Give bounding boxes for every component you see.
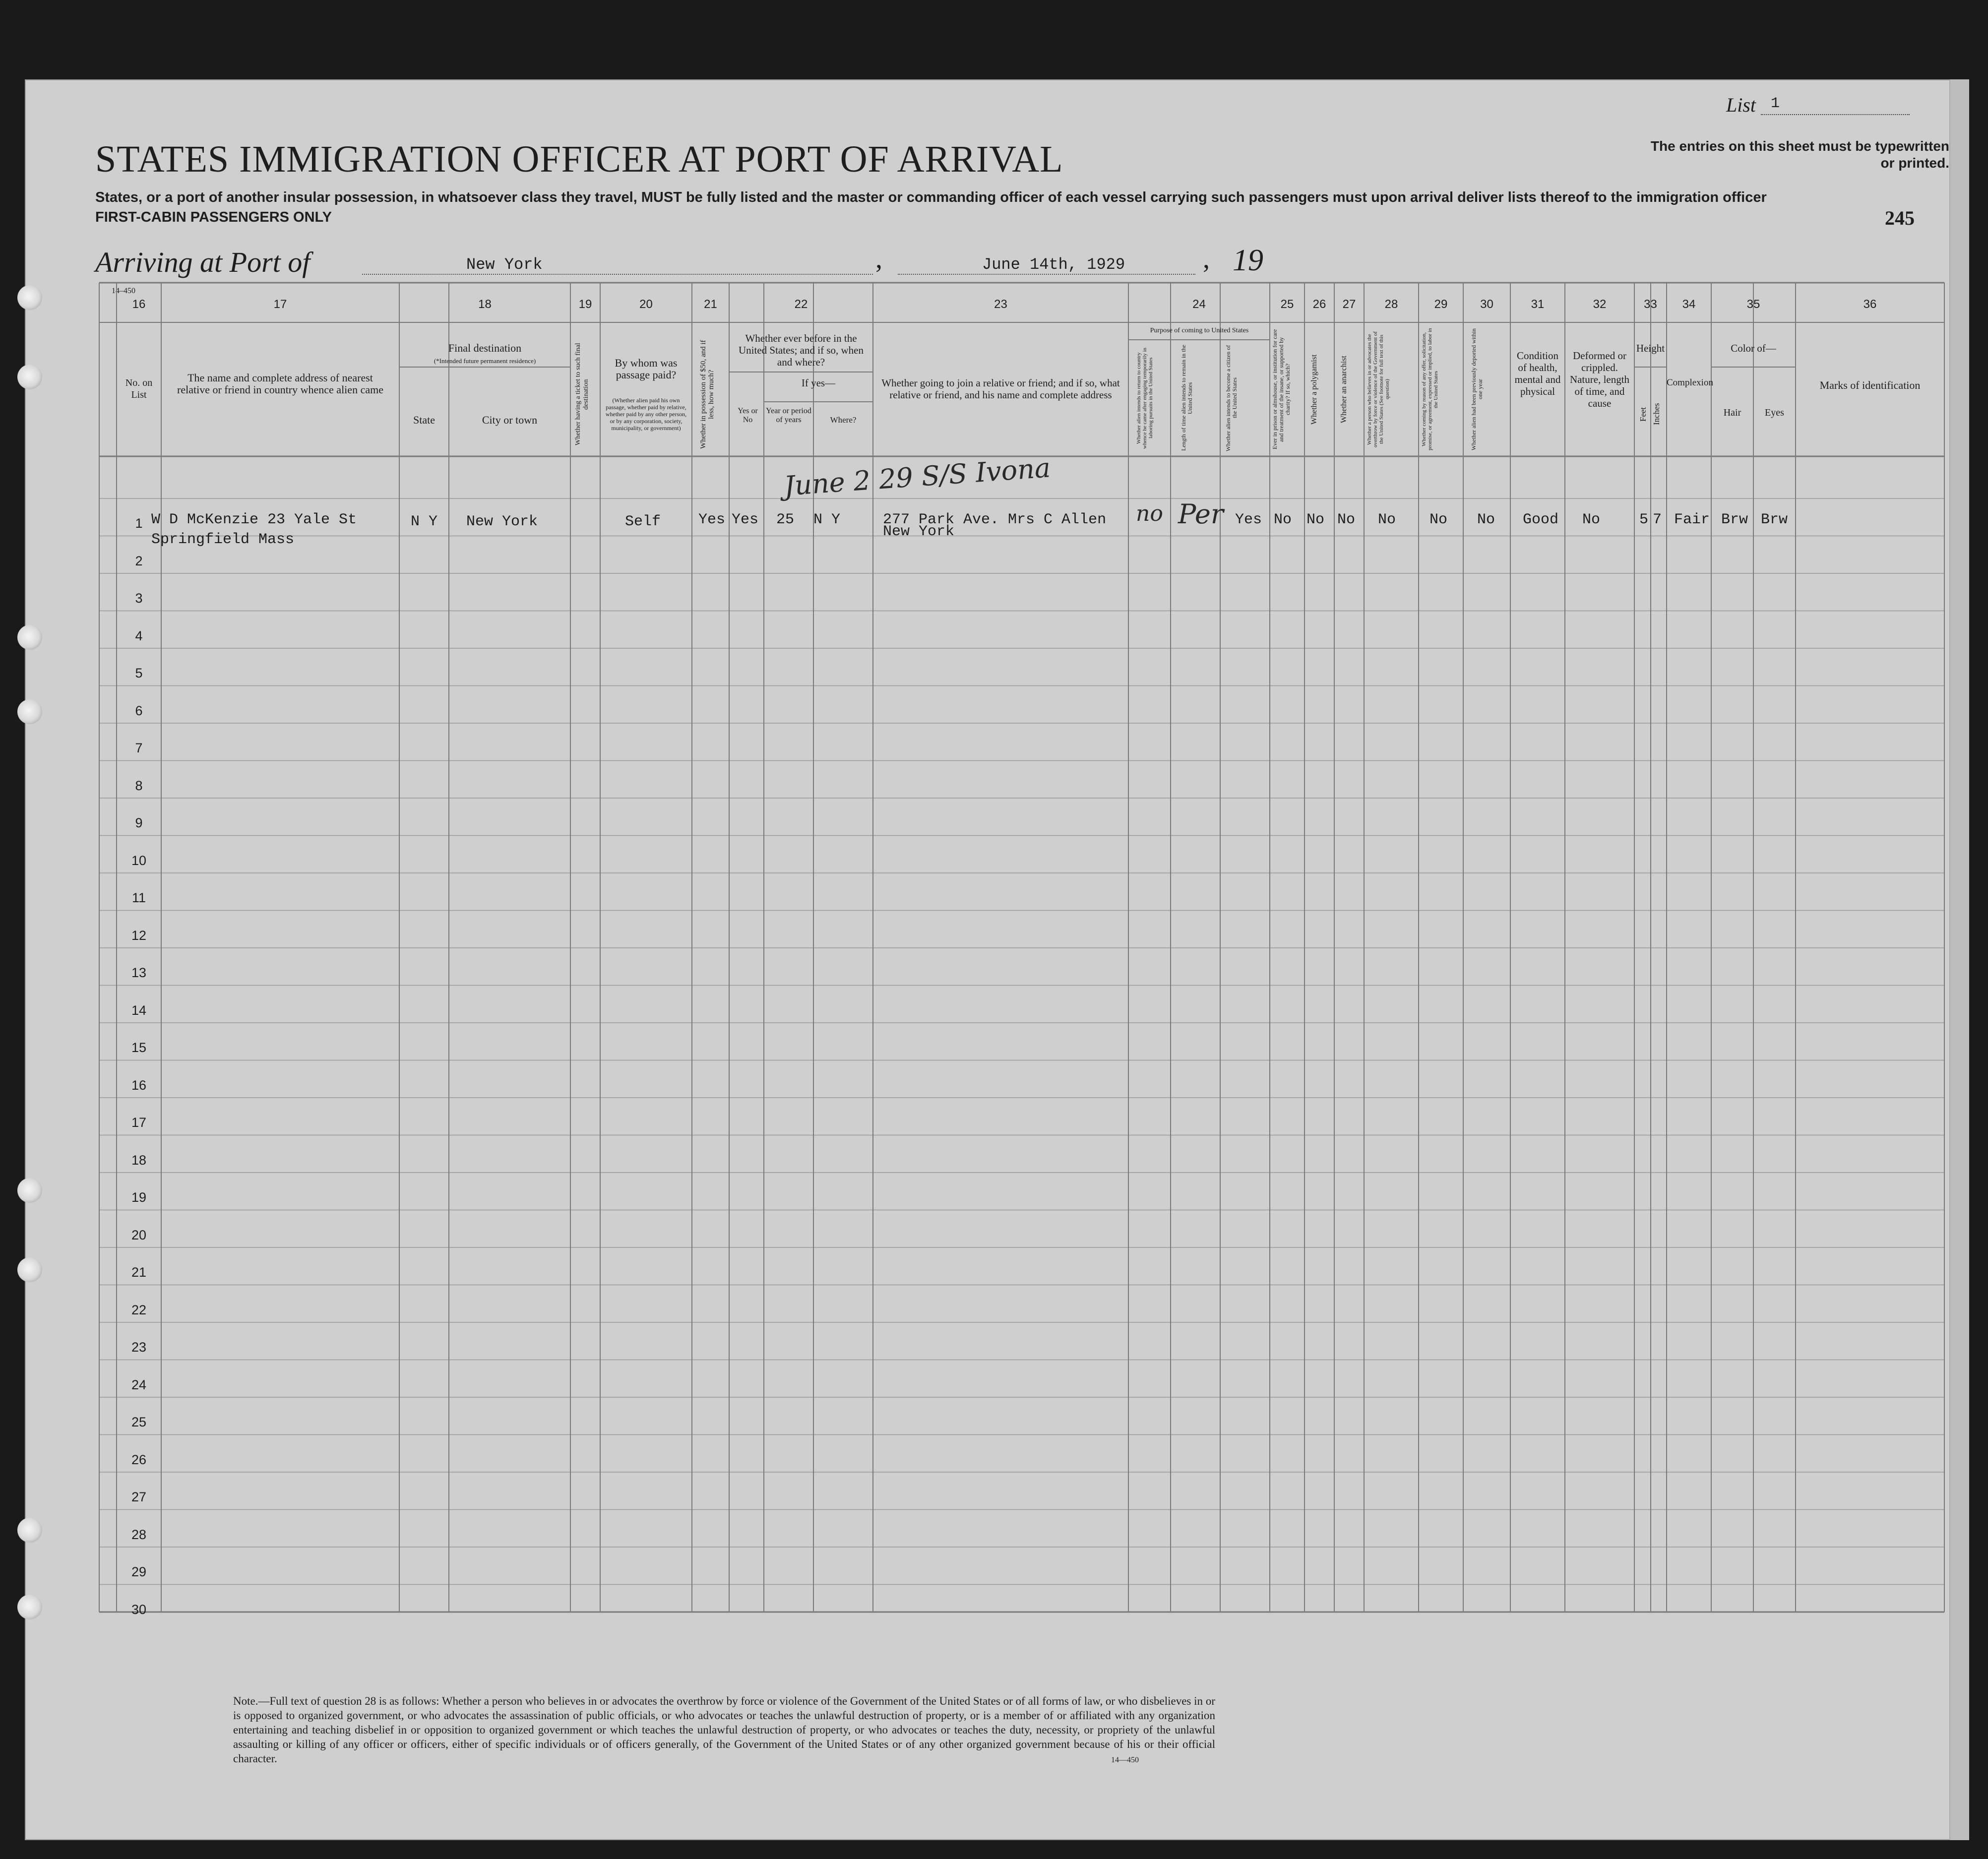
header-passage-paid-note: (Whether alien paid his own passage, whether paid by relative, whether paid by any other person, or by any corporation, society, municipality, or government): [605, 397, 687, 432]
header-if-yes: If yes—: [801, 377, 836, 389]
footnote-form-number: 14—450: [1111, 1756, 1139, 1764]
hair-color: Brw: [1721, 511, 1748, 528]
col-num-16: 16: [132, 298, 146, 311]
join-relative-line2: New York: [883, 523, 955, 540]
comma-mark: ,: [1203, 244, 1210, 274]
row-number: 16: [131, 1077, 147, 1093]
comma-mark: ,: [875, 244, 882, 274]
header-overthrow: Whether a person who believes in or advocates the overthrow by force or violence of the Government of the United States (See footnote for full text of this question): [1367, 331, 1390, 447]
row-number: 22: [131, 1302, 147, 1317]
page-subtitle: States, or a port of another insular possession, in whatsoever class they travel, MUST be fully listed and the master or commanding officer of each vessel carrying such passengers must upon arrival deliver lists thereof to the immigration officer: [95, 189, 1767, 205]
punch-hole: [17, 1178, 42, 1203]
header-health: Condition of health, mental and physical: [1514, 350, 1561, 397]
arrival-year-prefix: 19: [1233, 244, 1263, 277]
page-number: 245: [1885, 207, 1915, 229]
row-number: 6: [135, 703, 143, 718]
row-number: 13: [131, 965, 147, 980]
punch-hole: [17, 1595, 42, 1619]
punch-hole: [17, 1518, 42, 1543]
health-condition: Good: [1523, 511, 1559, 528]
header-no-on-list: No. on List: [125, 377, 153, 400]
complexion: Fair: [1674, 511, 1710, 528]
header-anarchist: Whether an anarchist: [1340, 356, 1348, 423]
handwritten-return: no: [1136, 501, 1163, 526]
passage-paid-by: Self: [625, 513, 661, 530]
row-number: 12: [131, 928, 147, 943]
col-num-19: 19: [578, 298, 592, 311]
row-number: 18: [131, 1152, 147, 1168]
row-number: 24: [131, 1377, 147, 1392]
row-number: 1: [135, 516, 143, 531]
row-number: 25: [131, 1415, 147, 1429]
has-50-dollars: Yes: [698, 511, 726, 528]
manifest-sheet: [25, 79, 1969, 1840]
header-city: City or town: [482, 414, 538, 426]
before-period: 25: [776, 511, 795, 528]
header-ticket: Whether having a ticket to such final destination: [574, 343, 590, 446]
dest-city: New York: [466, 513, 538, 530]
row-number: 15: [131, 1040, 147, 1055]
list-value: 1: [1771, 95, 1780, 112]
col-num-24: 24: [1192, 298, 1206, 311]
col-num-32: 32: [1593, 298, 1607, 311]
arriving-label: Arriving at Port of: [95, 246, 311, 278]
col-num-26: 26: [1312, 298, 1326, 311]
col-num-34: 34: [1682, 298, 1696, 311]
header-complexion: Complexion: [1667, 377, 1713, 388]
labor-offer: No: [1429, 511, 1448, 528]
header-hair: Hair: [1723, 407, 1741, 418]
header-feet: Feet: [1638, 407, 1648, 422]
height-feet: 5: [1639, 511, 1649, 528]
row-number: 29: [131, 1564, 147, 1579]
header-purpose: Purpose of coming to United States: [1150, 327, 1249, 334]
arrival-port: New York: [466, 255, 543, 274]
height-inches: 7: [1653, 511, 1662, 528]
list-label: List: [1726, 94, 1756, 116]
row-number: 4: [135, 628, 143, 643]
row-number: 2: [135, 553, 143, 568]
punch-hole: [17, 365, 42, 389]
header-polygamist: Whether a polygamist: [1310, 354, 1318, 425]
header-height: Height: [1636, 342, 1665, 354]
header-return-intent: Whether alien intends to return to country whence he came after engaging temporarily in laboring pursuits in the United States: [1136, 347, 1154, 449]
col-num-33: 33: [1644, 298, 1657, 311]
row-number: 7: [135, 741, 143, 755]
col-num-21: 21: [704, 298, 717, 311]
header-nearest-relative: The name and complete address of nearest relative or friend in country whence alien came: [177, 372, 383, 396]
arrival-date: June 14th, 1929: [982, 255, 1125, 274]
join-relative-line1: 277 Park Ave. Mrs C Allen: [883, 511, 1107, 528]
header-eyes: Eyes: [1765, 407, 1784, 418]
row-number: 26: [131, 1452, 147, 1467]
intends-citizen: Yes: [1235, 511, 1262, 528]
row-number: 20: [131, 1227, 147, 1242]
handwritten-annotation: June 2 29 S/S Ivona: [783, 452, 1052, 502]
header-final-destination-note: (*Intended future permanent residence): [434, 357, 536, 365]
header-deported: Whether alien had been previously deported within one year: [1470, 328, 1484, 450]
row-number: 17: [131, 1115, 147, 1130]
relative-address-line1: W D McKenzie 23 Yale St: [151, 511, 357, 528]
dest-state: N Y: [411, 513, 438, 530]
row-number: 14: [131, 1002, 147, 1018]
col-num-18: 18: [478, 298, 492, 311]
col-num-29: 29: [1434, 298, 1448, 311]
row-number: 8: [135, 778, 143, 793]
anarchist: No: [1337, 511, 1356, 528]
header-before-in-us: Whether ever before in the United States; and if so, when and where?: [739, 332, 864, 368]
punch-hole: [17, 625, 42, 650]
handwritten-length-stay: Per: [1178, 498, 1224, 530]
header-inches: Inches: [1652, 403, 1661, 426]
row-number: 10: [131, 853, 147, 868]
col-num-25: 25: [1280, 298, 1294, 311]
footnote-question-28: Note.—Full text of question 28 is as follows: Whether a person who believes in or advocates the overthrow by force or violence of the Government of the United States or of all forms of law, or who disbelieves in or is opposed to organized government, or who advocates the assassination of public officials, or who advocates or teaches the unlawful destruction of property, or is a member of or affiliated with any organization entertaining and teaching disbelief in or opposition to organized government or which teaches the unlawful destruction of property, or who advocates or teaches the duty, necessity, or propriety of the unlawful assaulting or killing of any officer or officers, either of specific individuals or of officers generally, of the Government of the United States or of any other organized government because of his or their official character.: [233, 1695, 1215, 1765]
header-length-stay: Length of time alien intends to remain in the United States: [1180, 345, 1193, 451]
col-num-23: 23: [994, 298, 1007, 311]
table-grid: [25, 79, 1969, 1840]
passenger-class: FIRST-CABIN PASSENGERS ONLY: [95, 209, 332, 225]
ever-in-prison: No: [1274, 511, 1292, 528]
header-marks: Marks of identification: [1819, 379, 1921, 391]
col-num-28: 28: [1384, 298, 1398, 311]
col-num-22: 22: [794, 298, 808, 311]
relative-address-line2: Springfield Mass: [151, 531, 295, 548]
col-num-36: 36: [1863, 298, 1877, 311]
header-period-years: Year or period of years: [766, 407, 811, 424]
header-yes-or-no: Yes or No: [738, 407, 758, 424]
page-title: STATES IMMIGRATION OFFICER AT PORT OF ARRIVAL: [95, 138, 1063, 180]
before-in-us: Yes: [732, 511, 759, 528]
before-where: N Y: [813, 511, 841, 528]
header-50-dollars: Whether in possession of $50, and if less, how much?: [699, 340, 715, 449]
header-color-of: Color of—: [1731, 342, 1776, 354]
header-where: Where?: [830, 415, 857, 425]
row-number: 30: [131, 1602, 147, 1617]
header-join-relative: Whether going to join a relative or friend; and if so, what relative or friend, and his name and complete address: [881, 377, 1120, 401]
row-number: 5: [135, 666, 143, 681]
header-citizen: Whether alien intends to become a citizen of the United States: [1225, 345, 1238, 451]
row-number: 27: [131, 1489, 147, 1504]
punch-hole: [17, 699, 42, 724]
deformed: No: [1582, 511, 1601, 528]
typewritten-note: The entries on this sheet must be typewritten or printed.: [1650, 138, 1949, 171]
header-passage-paid: By whom was passage paid?: [615, 357, 678, 381]
row-number: 3: [135, 591, 143, 606]
col-num-35: 35: [1746, 298, 1760, 311]
punch-hole: [17, 1257, 42, 1282]
row-number: 19: [131, 1190, 147, 1205]
col-num-27: 27: [1342, 298, 1356, 311]
header-state: State: [413, 414, 435, 426]
row-number: 23: [131, 1340, 147, 1355]
header-labor-offer: Whether coming by reason of any offer, solicitation, promise, or agreement, expressed or implied, to labor in the United States: [1421, 328, 1439, 451]
deported: No: [1477, 511, 1495, 528]
overthrow: No: [1378, 511, 1396, 528]
eye-color: Brw: [1761, 511, 1788, 528]
row-number: 9: [135, 815, 143, 830]
col-num-20: 20: [639, 298, 653, 311]
row-number: 21: [131, 1265, 147, 1280]
header-prison: Ever in prison or almshouse, or institution for care and treatment of the insane, or supported by charity? If so, which?: [1271, 329, 1291, 450]
col-num-31: 31: [1531, 298, 1545, 311]
form-number: 14–450: [112, 287, 135, 295]
header-final-destination: Final destination: [448, 342, 522, 354]
col-num-30: 30: [1480, 298, 1493, 311]
polygamist: No: [1306, 511, 1325, 528]
row-number: 28: [131, 1527, 147, 1542]
col-num-17: 17: [273, 298, 287, 311]
punch-hole: [17, 285, 42, 310]
header-deformed: Deformed or crippled. Nature, length of time, and cause: [1569, 350, 1630, 409]
row-number: 11: [131, 890, 146, 905]
